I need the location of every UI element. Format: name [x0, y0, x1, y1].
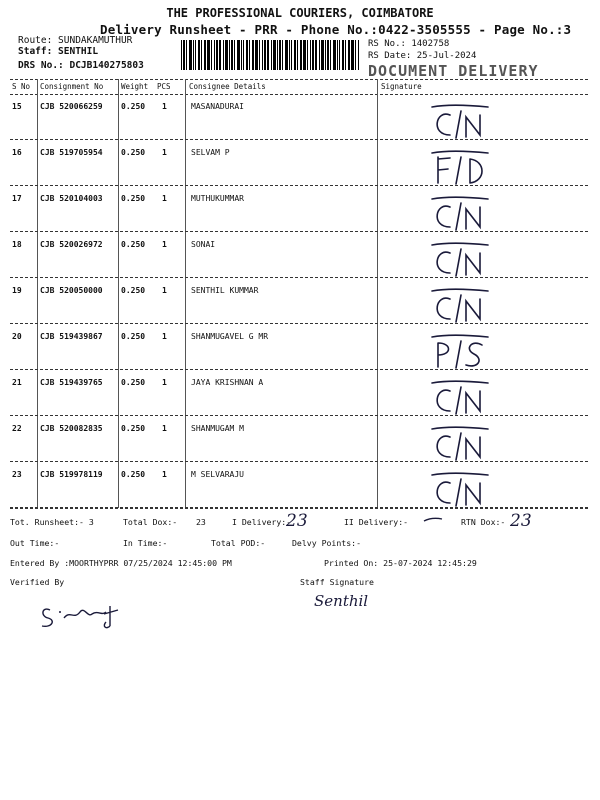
col-header-sno: S No — [12, 82, 31, 91]
table-top-rule — [10, 79, 588, 80]
row-consignee: SONAI — [191, 240, 216, 249]
barcode-bar — [294, 40, 296, 70]
row-pcs: 1 — [162, 194, 167, 203]
barcode-bar — [211, 40, 212, 70]
svg-text:23: 23 — [510, 511, 532, 531]
barcode-bar — [315, 40, 317, 70]
barcode-bar — [186, 40, 187, 70]
printed-on: Printed On: 25-07-2024 12:45:29 — [324, 558, 477, 568]
column-divider — [377, 79, 378, 508]
barcode-bar — [219, 40, 221, 70]
barcode-bar — [358, 40, 359, 70]
staff-handwritten-signature — [312, 586, 392, 614]
row-consignment-no: CJB 520026972 — [40, 240, 103, 249]
barcode-bar — [207, 40, 210, 70]
row-consignee: SHANMUGAVEL G MR — [191, 332, 269, 341]
row-sno: 22 — [12, 424, 22, 433]
barcode-bar — [259, 40, 260, 70]
row-consignee: JAYA KRISHNAN A — [191, 378, 264, 387]
barcode-bar — [204, 40, 206, 70]
barcode-bar — [183, 40, 185, 70]
row-separator — [10, 231, 588, 232]
consignee-signature — [418, 423, 508, 471]
staff-signature-label: Staff Signature — [300, 577, 374, 587]
rs-number: RS No.: 1402758 — [368, 39, 450, 49]
total-dox-label: Total Dox:- — [123, 517, 178, 527]
row-sno: 17 — [12, 194, 22, 203]
barcode-bar — [214, 40, 215, 70]
row-consignee: SHANMUGAM M — [191, 424, 244, 433]
row-consignee: MASANADURAI — [191, 102, 244, 111]
row-sno: 23 — [12, 470, 22, 479]
barcode-bar — [330, 40, 331, 70]
out-time: Out Time:- — [10, 538, 60, 548]
row-consignee: SELVAM P — [191, 148, 230, 157]
consignee-signature — [418, 239, 508, 287]
row-pcs: 1 — [162, 470, 167, 479]
barcode-bar — [252, 40, 254, 70]
rtn-dox-handwritten — [508, 508, 552, 532]
row-sno: 21 — [12, 378, 22, 387]
barcode-bar — [327, 40, 329, 70]
delvy-points: Delvy Points:- — [292, 538, 362, 548]
barcode-bar — [289, 40, 290, 70]
barcode-bar — [229, 40, 230, 70]
row-consignee: M SELVARAJU — [191, 470, 244, 479]
document-delivery-stamp: DOCUMENT DELIVERY — [368, 62, 539, 80]
row-separator — [10, 369, 588, 370]
barcode-bar — [193, 40, 194, 70]
barcode-bar — [225, 40, 228, 70]
runsheet-title: Delivery Runsheet - PRR - Phone No.:0422-3505555 - Page No.:3 — [100, 22, 572, 37]
barcode-bar — [333, 40, 336, 70]
col-header-pcs: PCS — [157, 82, 171, 91]
barcode-bar — [273, 40, 276, 70]
row-pcs: 1 — [162, 286, 167, 295]
barcode-bar — [303, 40, 306, 70]
barcode-bar — [223, 40, 224, 70]
barcode-bar — [267, 40, 269, 70]
row-consignee: SENTHIL KUMMAR — [191, 286, 259, 295]
svg-text:Senthil: Senthil — [314, 592, 369, 610]
row-separator — [10, 139, 588, 140]
barcode-bar — [342, 40, 344, 70]
barcode-bar — [231, 40, 233, 70]
barcode-bar — [300, 40, 302, 70]
row-pcs: 1 — [162, 332, 167, 341]
barcode-bar — [282, 40, 283, 70]
col-header-signature: Signature — [381, 82, 422, 91]
barcode-bar — [279, 40, 281, 70]
row-sno: 15 — [12, 102, 22, 111]
barcode-bar — [345, 40, 346, 70]
row-separator — [10, 323, 588, 324]
barcode-bar — [249, 40, 250, 70]
i-delivery-handwritten — [284, 508, 328, 532]
consignee-signature — [418, 331, 508, 379]
barcode-bar — [291, 40, 292, 70]
barcode-bar — [310, 40, 311, 70]
barcode — [180, 40, 362, 70]
consignee-signature — [418, 147, 508, 195]
barcode-bar — [297, 40, 298, 70]
barcode-bar — [255, 40, 258, 70]
barcode-bar — [189, 40, 192, 70]
table-header-rule — [10, 94, 588, 95]
total-dox-value: 23 — [196, 517, 206, 527]
col-header-weight: Weight — [121, 82, 149, 91]
barcode-bar — [264, 40, 266, 70]
consignee-signature — [418, 377, 508, 425]
barcode-bar — [277, 40, 278, 70]
tot-runsheet: Tot. Runsheet:- 3 — [10, 517, 94, 527]
barcode-bar — [319, 40, 320, 70]
route-label: Route: SUNDAKAMUTHUR — [18, 35, 133, 46]
row-weight: 0.250 — [121, 332, 146, 341]
row-pcs: 1 — [162, 102, 167, 111]
consignee-signature — [418, 469, 508, 517]
barcode-bar — [243, 40, 244, 70]
staff-label: Staff: SENTHIL — [18, 46, 99, 57]
row-pcs: 1 — [162, 148, 167, 157]
barcode-bar — [234, 40, 235, 70]
row-sno: 18 — [12, 240, 22, 249]
row-consignment-no: CJB 520104003 — [40, 194, 103, 203]
row-sno: 19 — [12, 286, 22, 295]
in-time: In Time:- — [123, 538, 168, 548]
ii-delivery-label: II Delivery:- — [344, 517, 409, 527]
barcode-bar — [321, 40, 324, 70]
barcode-bar — [246, 40, 248, 70]
row-pcs: 1 — [162, 240, 167, 249]
row-sno: 16 — [12, 148, 22, 157]
drs-number: DRS No.: DCJB140275803 — [18, 60, 144, 71]
barcode-bar — [262, 40, 263, 70]
row-consignment-no: CJB 519978119 — [40, 470, 103, 479]
barcode-bar — [201, 40, 202, 70]
barcode-bar — [355, 40, 356, 70]
ii-delivery-dash — [422, 514, 444, 526]
rtn-dox-label: RTN Dox:- — [461, 517, 506, 527]
row-consignment-no: CJB 520082835 — [40, 424, 103, 433]
row-consignment-no: CJB 519439765 — [40, 378, 103, 387]
row-weight: 0.250 — [121, 148, 146, 157]
barcode-bar — [181, 40, 182, 70]
barcode-bar — [237, 40, 240, 70]
barcode-bar — [325, 40, 326, 70]
row-consignee: MUTHUKUMMAR — [191, 194, 244, 203]
column-divider — [37, 79, 38, 508]
row-separator — [10, 415, 588, 416]
row-weight: 0.250 — [121, 286, 146, 295]
consignee-signature — [418, 285, 508, 333]
verified-by-signature — [36, 596, 136, 636]
rs-date: RS Date: 25-Jul-2024 — [368, 51, 477, 61]
row-weight: 0.250 — [121, 194, 146, 203]
row-weight: 0.250 — [121, 470, 146, 479]
i-delivery-label: I Delivery:- — [232, 517, 292, 527]
row-weight: 0.250 — [121, 424, 146, 433]
consignee-signature — [418, 101, 508, 149]
row-weight: 0.250 — [121, 102, 146, 111]
company-name: THE PROFESSIONAL COURIERS, COIMBATORE — [166, 6, 434, 20]
row-consignment-no: CJB 519439867 — [40, 332, 103, 341]
barcode-bar — [285, 40, 288, 70]
verified-by-label: Verified By — [10, 577, 65, 587]
row-pcs: 1 — [162, 378, 167, 387]
barcode-bar — [351, 40, 354, 70]
barcode-bar — [339, 40, 340, 70]
barcode-bar — [241, 40, 242, 70]
col-header-consignment: Consignment No — [40, 82, 104, 91]
col-header-consignee: Consignee Details — [189, 82, 266, 91]
row-sno: 20 — [12, 332, 22, 341]
column-divider — [185, 79, 186, 508]
svg-text:23: 23 — [286, 511, 308, 531]
barcode-bar — [216, 40, 218, 70]
row-weight: 0.250 — [121, 378, 146, 387]
entered-by: Entered By :MOORTHYPRR 07/25/2024 12:45:00 PM — [10, 558, 232, 568]
barcode-bar — [312, 40, 314, 70]
row-pcs: 1 — [162, 424, 167, 433]
row-consignment-no: CJB 520066259 — [40, 102, 103, 111]
row-consignment-no: CJB 520050000 — [40, 286, 103, 295]
row-weight: 0.250 — [121, 240, 146, 249]
barcode-bar — [271, 40, 272, 70]
barcode-bar — [195, 40, 196, 70]
barcode-bar — [307, 40, 308, 70]
consignee-signature — [418, 193, 508, 241]
total-pod: Total POD:- — [211, 538, 266, 548]
barcode-bar — [198, 40, 200, 70]
row-separator — [10, 461, 588, 462]
barcode-bar — [348, 40, 350, 70]
row-separator — [10, 277, 588, 278]
column-divider — [118, 79, 119, 508]
row-consignment-no: CJB 519705954 — [40, 148, 103, 157]
barcode-bar — [337, 40, 338, 70]
row-separator — [10, 185, 588, 186]
